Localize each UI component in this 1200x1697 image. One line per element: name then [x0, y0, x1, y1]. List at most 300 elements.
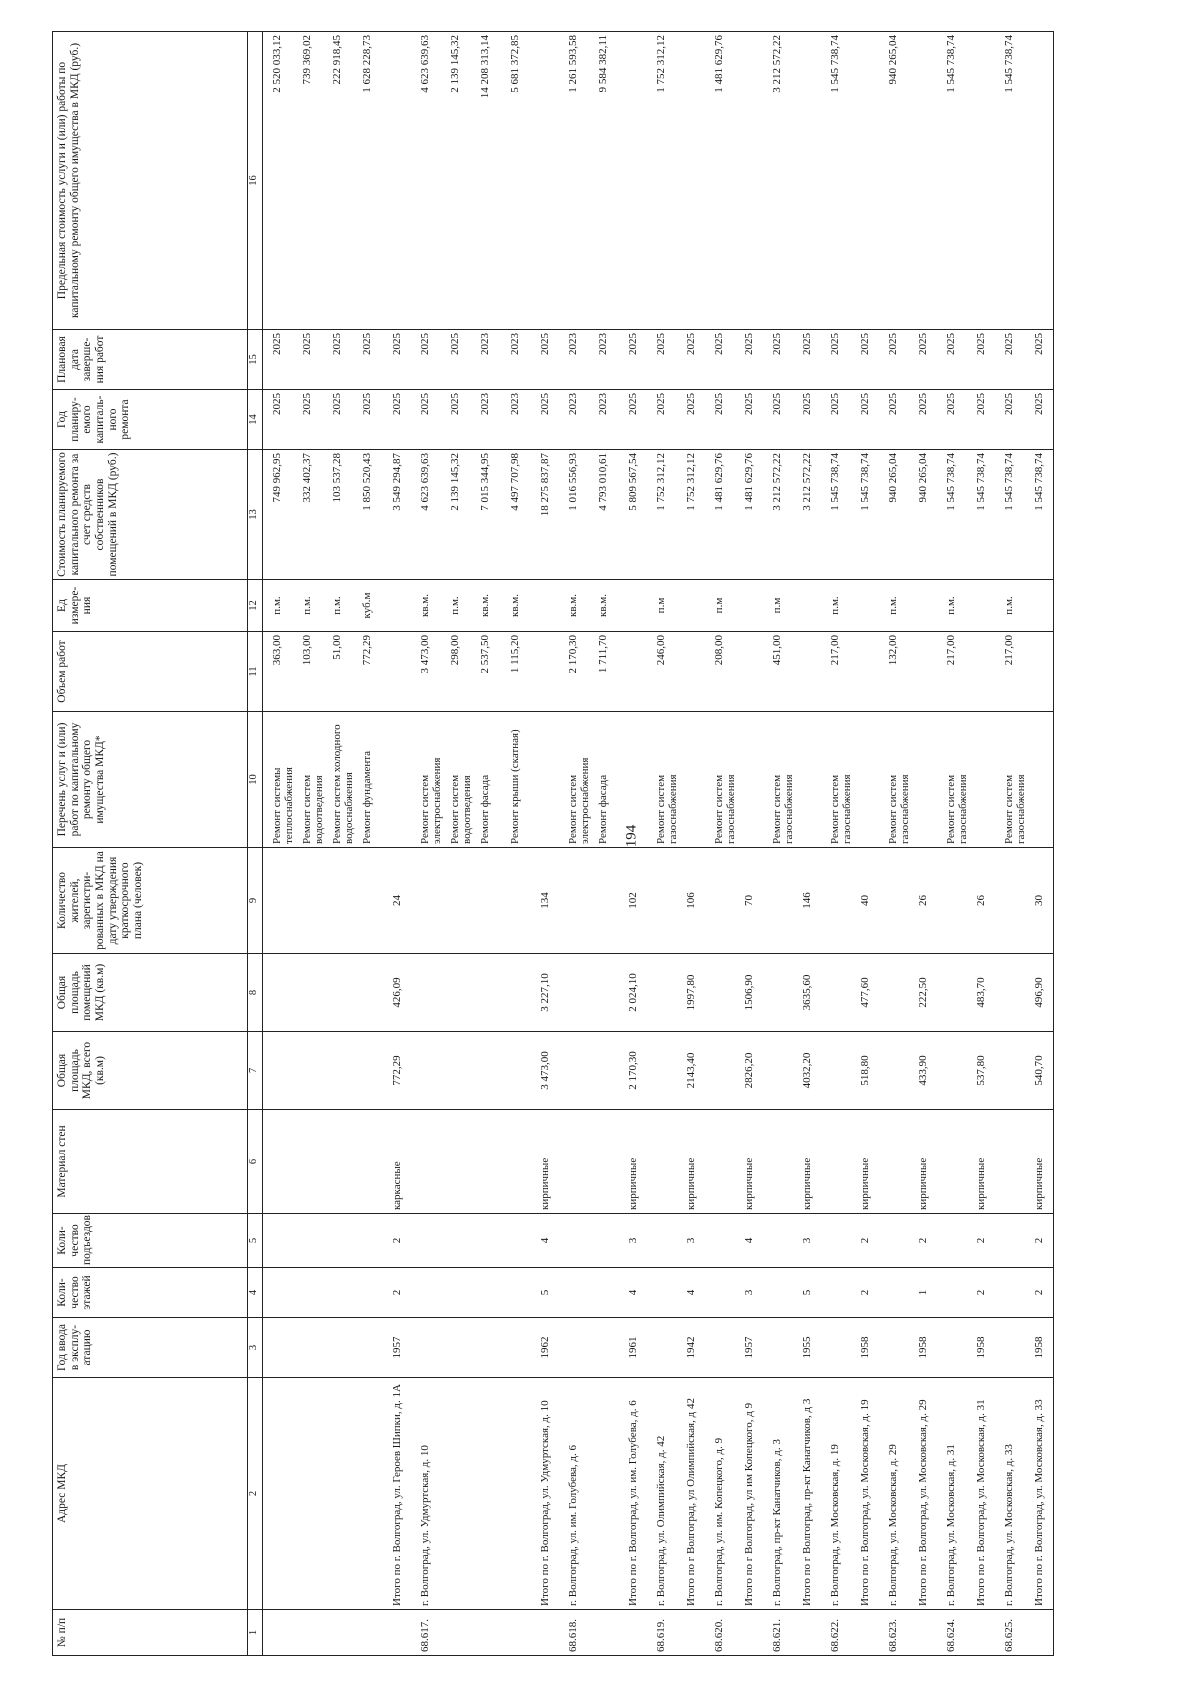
- repair-block-row: [995, 32, 1054, 1656]
- build-year: 1957: [391, 1336, 403, 1359]
- repair-year: 2025: [771, 393, 783, 415]
- work-cost-cell: [263, 450, 412, 580]
- work-unit-cell: [879, 580, 937, 632]
- total-area-spacer: [943, 1032, 973, 1109]
- residents-count-cell: [937, 848, 995, 954]
- residents-count: 24: [391, 895, 403, 906]
- floors-count: 1: [917, 1289, 929, 1296]
- total-area-spacer: [417, 1032, 537, 1109]
- total-address: Итого по г. Волгоград, ул. Московская, д. 31: [975, 1399, 987, 1606]
- entrances-count-cell: [821, 1214, 879, 1268]
- column-header-11: Объем работ: [53, 632, 248, 712]
- limit-cost: 14 208 313,14: [479, 35, 491, 99]
- work-cost-cell: [937, 450, 995, 580]
- repair-block-row: [821, 32, 879, 1656]
- work-volume-cell: [937, 632, 995, 712]
- column-number-5: 5: [248, 1214, 263, 1268]
- entrances-count: 2: [391, 1237, 403, 1244]
- work-name-cell: [411, 712, 559, 848]
- work-unit: п.м.: [887, 596, 899, 615]
- work-name: Ремонт фасада: [597, 774, 609, 844]
- limit-cost: 1 752 312,12: [655, 35, 667, 93]
- block-number-cell: [559, 1610, 647, 1656]
- work-name-cell: [763, 712, 821, 848]
- wall-material-cell: [763, 1110, 821, 1214]
- work-name-total-spacer: [973, 712, 995, 847]
- work-volume-total-spacer: [625, 632, 647, 711]
- total-address: Итого по г. Волгоград, ул. Героев Шипки, д. 1А: [391, 1384, 403, 1606]
- work-cost: 1 850 520,43: [361, 453, 373, 511]
- floors-count-cell: [705, 1268, 763, 1318]
- repair-year: 2023: [567, 393, 579, 415]
- wall-material: кирпичные: [859, 1157, 871, 1210]
- residents-count: 40: [859, 895, 871, 906]
- completion-date: 2025: [829, 333, 841, 355]
- total-area-spacer: [711, 1032, 741, 1109]
- wall-material-cell: [995, 1110, 1054, 1214]
- entrances-count-spacer: [827, 1214, 857, 1267]
- total-area-cell: [763, 1032, 821, 1110]
- work-unit: п.м: [713, 597, 725, 614]
- work-volume: 217,00: [829, 635, 841, 666]
- address: г. Волгоград, ул. Удмуртская, д. 10: [419, 1445, 431, 1606]
- floors-count-spacer: [885, 1268, 915, 1317]
- repair-block-row: [705, 32, 763, 1656]
- work-name: Ремонт систем электроснабжения: [567, 757, 592, 844]
- completion-date: 2025: [331, 333, 343, 355]
- total-area-cell: [705, 1032, 763, 1110]
- total-area-cell: [821, 1032, 879, 1110]
- block-number: 68.623.: [887, 1619, 899, 1652]
- work-cost: 940 265,04: [887, 453, 899, 503]
- work-unit: кв.м.: [597, 594, 609, 617]
- work-cost: 749 962,95: [271, 453, 283, 503]
- entrances-count-cell: [647, 1214, 705, 1268]
- work-unit: п.м.: [271, 596, 283, 615]
- total-cost: 1 545 738,74: [859, 453, 871, 511]
- floors-count-cell: [821, 1268, 879, 1318]
- total-date: 2025: [627, 333, 639, 355]
- address-cell: [263, 1378, 412, 1610]
- work-unit: кв.м.: [419, 594, 431, 617]
- total-area: 2826,20: [743, 1052, 755, 1089]
- wall-material-cell: [263, 1110, 412, 1214]
- limit-cost: 739 369,02: [301, 35, 313, 85]
- rooms-area-cell: [705, 954, 763, 1032]
- repair-year: 2025: [1003, 393, 1015, 415]
- work-name-total-spacer: [857, 712, 879, 847]
- total-year: 2025: [917, 393, 929, 415]
- total-area-spacer: [827, 1032, 857, 1109]
- limit-cost-cell: [647, 32, 705, 330]
- total-area: 2 170,30: [627, 1051, 639, 1090]
- rooms-area-spacer: [565, 954, 625, 1031]
- residents-count-spacer: [769, 848, 799, 953]
- column-number-8: 8: [248, 954, 263, 1032]
- work-volume-cell: [263, 632, 412, 712]
- limit-cost-cell: [559, 32, 647, 330]
- column-header-3: Год ввода в эксплу-атацию: [53, 1318, 248, 1378]
- total-year: 2025: [627, 393, 639, 415]
- work-name-cell: [879, 712, 937, 848]
- residents-count: 30: [1033, 895, 1045, 906]
- limit-cost: 940 265,04: [887, 35, 899, 85]
- column-header-8: Общая площадь помещений МКД (кв.м): [53, 954, 248, 1032]
- column-number-row: [248, 32, 263, 1656]
- work-cost: 4 497 707,98: [509, 453, 521, 511]
- work-name-total-spacer: [1031, 712, 1053, 847]
- work-cost-cell: [705, 450, 763, 580]
- wall-material: кирпичные: [975, 1157, 987, 1210]
- floors-count-spacer: [827, 1268, 857, 1317]
- build-year-spacer: [827, 1318, 857, 1377]
- residents-count: 70: [743, 895, 755, 906]
- capital-repair-table: [52, 31, 1054, 1656]
- total-year: 2025: [1033, 393, 1045, 415]
- entrances-count-spacer: [711, 1214, 741, 1267]
- work-name-total-spacer: [741, 712, 763, 847]
- address: г. Волгоград, ул. Олимпийская, д. 42: [655, 1435, 667, 1606]
- build-year-cell: [995, 1318, 1054, 1378]
- work-name-cell: [705, 712, 763, 848]
- work-unit: п.м.: [331, 596, 343, 615]
- entrances-count: 2: [859, 1237, 871, 1244]
- residents-count: 134: [539, 892, 551, 909]
- total-area-cell: [995, 1032, 1054, 1110]
- residents-count: 106: [685, 892, 697, 909]
- address-spacer: [733, 1378, 741, 1609]
- entrances-count-cell: [411, 1214, 559, 1268]
- build-year: 1962: [539, 1336, 551, 1359]
- entrances-count-cell: [263, 1214, 412, 1268]
- residents-count-cell: [559, 848, 647, 954]
- address: г. Волгоград, ул. Московская, д. 31: [945, 1444, 957, 1606]
- block-number: 68.625.: [1003, 1619, 1015, 1652]
- work-volume-cell: [411, 632, 559, 712]
- work-name: Ремонт систем газоснабжения: [945, 774, 970, 844]
- work-cost: 1 481 629,76: [713, 453, 725, 511]
- entrances-count-cell: [705, 1214, 763, 1268]
- work-name-cell: [821, 712, 879, 848]
- total-address: Итого по г. Волгоград, ул. Московская, д. 29: [917, 1399, 929, 1606]
- build-year-spacer: [711, 1318, 741, 1377]
- entrances-count-cell: [763, 1214, 821, 1268]
- residents-count: 146: [801, 892, 813, 909]
- total-year: 2025: [975, 393, 987, 415]
- wall-material-spacer: [1001, 1110, 1031, 1213]
- block-number: 68.621.: [771, 1619, 783, 1652]
- work-cost: 332 402,37: [301, 453, 313, 503]
- work-volume-total-spacer: [1031, 632, 1053, 711]
- limit-cost: 1 545 738,74: [945, 35, 957, 93]
- total-cost: 1 752 312,12: [685, 453, 697, 511]
- address-spacer: [1023, 1378, 1031, 1609]
- work-volume-cell: [879, 632, 937, 712]
- work-volume-total-spacer: [741, 632, 763, 711]
- entrances-count-cell: [559, 1214, 647, 1268]
- block-number-cell: [705, 1610, 763, 1656]
- work-volume: 132,00: [887, 635, 899, 666]
- work-name: Ремонт систем водоотведения: [449, 774, 474, 844]
- repair-block-row: [411, 32, 559, 1656]
- floors-count: 2: [1033, 1289, 1045, 1296]
- rooms-area-cell: [937, 954, 995, 1032]
- rooms-area-cell: [821, 954, 879, 1032]
- work-cost-cell: [647, 450, 705, 580]
- rooms-area-spacer: [417, 954, 537, 1031]
- repair-year: 2025: [887, 393, 899, 415]
- floors-count-cell: [995, 1268, 1054, 1318]
- work-unit-cell: [411, 580, 559, 632]
- floors-count-cell: [937, 1268, 995, 1318]
- rooms-area-cell: [263, 954, 412, 1032]
- column-number-1: 1: [248, 1610, 263, 1656]
- repair-year-cell: [647, 390, 705, 450]
- address-cell: [879, 1378, 937, 1610]
- total-year: 2025: [859, 393, 871, 415]
- work-name: Ремонт фасада: [479, 774, 491, 844]
- residents-count-spacer: [943, 848, 973, 953]
- build-year: 1958: [975, 1336, 987, 1359]
- build-year: 1961: [627, 1336, 639, 1359]
- work-volume-total-spacer: [683, 632, 705, 711]
- total-address: Итого по г Волгоград, ул им Копецкого, д 9: [743, 1402, 755, 1606]
- column-header-12: Ед измере-ния: [53, 580, 248, 632]
- work-volume-cell: [647, 632, 705, 712]
- work-volume: 246,00: [655, 635, 667, 666]
- column-header-14: Год планиру-емого капиталь-ного ремонта: [53, 390, 248, 450]
- wall-material-spacer: [653, 1110, 683, 1213]
- work-unit: кв.м.: [479, 594, 491, 617]
- work-volume: 451,00: [771, 635, 783, 666]
- work-name: Ремонт крыши (скатная): [509, 729, 521, 844]
- limit-cost: 1 628 228,73: [361, 35, 373, 93]
- rooms-area-spacer: [269, 954, 389, 1031]
- block-number: 68.618.: [567, 1619, 579, 1652]
- work-name: Ремонт системы теплоснабжения: [271, 767, 296, 844]
- work-cost-cell: [995, 450, 1054, 580]
- total-year: 2025: [539, 393, 551, 415]
- repair-year: 2025: [419, 393, 431, 415]
- limit-cost-total-spacer: [625, 32, 647, 329]
- address-cell: [995, 1378, 1054, 1610]
- completion-date: 2025: [301, 333, 313, 355]
- floors-count-cell: [411, 1268, 559, 1318]
- total-date: 2025: [539, 333, 551, 355]
- address: г. Волгоград, ул. им. Копецкого, д. 9: [713, 1437, 725, 1606]
- entrances-count-spacer: [885, 1214, 915, 1267]
- wall-material: кирпичные: [1033, 1157, 1045, 1210]
- entrances-count: 2: [1033, 1237, 1045, 1244]
- wall-material-spacer: [885, 1110, 915, 1213]
- build-year: 1957: [743, 1336, 755, 1359]
- total-date: 2025: [975, 333, 987, 355]
- limit-cost: 9 584 382,11: [597, 35, 609, 93]
- floors-count-cell: [763, 1268, 821, 1318]
- entrances-count: 3: [685, 1237, 697, 1244]
- work-unit: п.м: [655, 597, 667, 614]
- block-number-cell: [263, 1610, 412, 1656]
- rooms-area: 496,90: [1033, 977, 1045, 1008]
- rooms-area-cell: [995, 954, 1054, 1032]
- address-cell: [559, 1378, 647, 1610]
- completion-date: 2025: [1003, 333, 1015, 355]
- repair-block-row: [559, 32, 647, 1656]
- work-unit-total-spacer: [799, 580, 821, 631]
- floors-count: 3: [743, 1289, 755, 1296]
- block-number-cell: [411, 1610, 559, 1656]
- build-year-cell: [559, 1318, 647, 1378]
- total-date: 2025: [685, 333, 697, 355]
- repair-year: 2025: [361, 393, 373, 415]
- residents-count-spacer: [269, 848, 389, 953]
- repair-year: 2025: [829, 393, 841, 415]
- work-volume-cell: [559, 632, 647, 712]
- work-cost: 1 016 556,93: [567, 453, 579, 511]
- total-address: Итого по г. Волгоград, ул. Московская, д. 33: [1033, 1399, 1045, 1606]
- work-volume-total-spacer: [915, 632, 937, 711]
- build-year: 1942: [685, 1336, 697, 1359]
- block-number: 68.624.: [945, 1619, 957, 1652]
- wall-material-cell: [821, 1110, 879, 1214]
- address-spacer: [907, 1378, 915, 1609]
- entrances-count-cell: [995, 1214, 1054, 1268]
- completion-date-cell: [559, 330, 647, 390]
- total-area-spacer: [1001, 1032, 1031, 1109]
- entrances-count-cell: [937, 1214, 995, 1268]
- total-area-cell: [937, 1032, 995, 1110]
- repair-block-row: [763, 32, 821, 1656]
- address-cell: [763, 1378, 821, 1610]
- work-unit: п.м.: [301, 596, 313, 615]
- work-volume: 772,29: [361, 635, 373, 666]
- work-volume: 363,00: [271, 635, 283, 666]
- rooms-area: 483,70: [975, 977, 987, 1008]
- total-area-cell: [647, 1032, 705, 1110]
- column-number-6: 6: [248, 1110, 263, 1214]
- completion-date-cell: [705, 330, 763, 390]
- work-name-total-spacer: [625, 712, 647, 847]
- wall-material-cell: [559, 1110, 647, 1214]
- repair-year-cell: [705, 390, 763, 450]
- residents-count-spacer: [827, 848, 857, 953]
- column-number-2: 2: [248, 1378, 263, 1610]
- repair-block-row: [647, 32, 705, 1656]
- work-volume-cell: [995, 632, 1054, 712]
- build-year-cell: [937, 1318, 995, 1378]
- block-number: 68.622.: [829, 1619, 841, 1652]
- build-year-spacer: [653, 1318, 683, 1377]
- work-volume-total-spacer: [389, 632, 411, 711]
- entrances-count-spacer: [769, 1214, 799, 1267]
- header-row: [53, 32, 248, 1656]
- column-number-16: 16: [248, 32, 263, 330]
- build-year-spacer: [885, 1318, 915, 1377]
- work-unit-total-spacer: [625, 580, 647, 631]
- rooms-area: 1997,80: [685, 974, 697, 1011]
- floors-count-spacer: [269, 1268, 389, 1317]
- floors-count: 2: [859, 1289, 871, 1296]
- build-year-spacer: [269, 1318, 389, 1377]
- completion-date: 2023: [597, 333, 609, 355]
- work-unit: п.м.: [945, 596, 957, 615]
- rooms-area: 1506,90: [743, 974, 755, 1011]
- total-cost: 18 275 837,87: [539, 453, 551, 517]
- residents-count-spacer: [417, 848, 537, 953]
- residents-count-cell: [705, 848, 763, 954]
- work-name-cell: [263, 712, 412, 848]
- work-unit-total-spacer: [915, 580, 937, 631]
- address-spacer: [849, 1378, 857, 1609]
- work-cost: 1 545 738,74: [1003, 453, 1015, 511]
- block-number-cell: [879, 1610, 937, 1656]
- total-area: 433,90: [917, 1055, 929, 1086]
- rooms-area-spacer: [943, 954, 973, 1031]
- repair-year: 2025: [331, 393, 343, 415]
- work-volume: 217,00: [945, 635, 957, 666]
- total-date: 2025: [1033, 333, 1045, 355]
- address-spacer: [965, 1378, 973, 1609]
- column-header-2: Адрес МКД: [53, 1378, 248, 1610]
- residents-count-spacer: [885, 848, 915, 953]
- block-number-cell: [995, 1610, 1054, 1656]
- completion-date-cell: [879, 330, 937, 390]
- repair-year: 2023: [479, 393, 491, 415]
- work-name-cell: [559, 712, 647, 848]
- floors-count: 5: [801, 1289, 813, 1296]
- work-unit: п.м.: [449, 596, 461, 615]
- column-header-13: Стоимость планируемого капитального ремонта за счет средств собственников помещений в МКД (руб.): [53, 450, 248, 580]
- wall-material-spacer: [827, 1110, 857, 1213]
- total-date: 2025: [801, 333, 813, 355]
- wall-material-spacer: [769, 1110, 799, 1213]
- rooms-area-spacer: [1001, 954, 1031, 1031]
- rooms-area-cell: [763, 954, 821, 1032]
- total-area: 518,80: [859, 1055, 871, 1086]
- work-volume-cell: [821, 632, 879, 712]
- address-spacer: [439, 1378, 537, 1609]
- work-name-cell: [995, 712, 1054, 848]
- block-number-cell: [647, 1610, 705, 1656]
- repair-year: 2025: [655, 393, 667, 415]
- entrances-count-spacer: [269, 1214, 389, 1267]
- block-number: 68.619.: [655, 1619, 667, 1652]
- repair-year-cell: [995, 390, 1054, 450]
- block-number: 68.617.: [419, 1619, 431, 1652]
- work-cost-cell: [879, 450, 937, 580]
- completion-date-cell: [937, 330, 995, 390]
- address-spacer: [791, 1378, 799, 1609]
- column-number-14: 14: [248, 390, 263, 450]
- limit-cost-cell: [705, 32, 763, 330]
- rooms-area: 426,09: [391, 977, 403, 1008]
- limit-cost: 5 681 372,85: [509, 35, 521, 93]
- limit-cost-total-spacer: [741, 32, 763, 329]
- address-cell: [647, 1378, 705, 1610]
- limit-cost-cell: [821, 32, 879, 330]
- total-cost: 3 549 294,87: [391, 453, 403, 511]
- address-cell: [411, 1378, 559, 1610]
- build-year-cell: [879, 1318, 937, 1378]
- work-name: Ремонт систем газоснабжения: [1003, 774, 1028, 844]
- column-header-5: Коли-чество подъездов: [53, 1214, 248, 1268]
- total-area-spacer: [269, 1032, 389, 1109]
- column-header-16: Предельная стоимость услуги и (или) работы по капитальному ремонту общего имущества в МКД (руб.): [53, 32, 248, 330]
- completion-date-cell: [763, 330, 821, 390]
- floors-count-cell: [263, 1268, 412, 1318]
- limit-cost-total-spacer: [973, 32, 995, 329]
- work-name-cell: [647, 712, 705, 848]
